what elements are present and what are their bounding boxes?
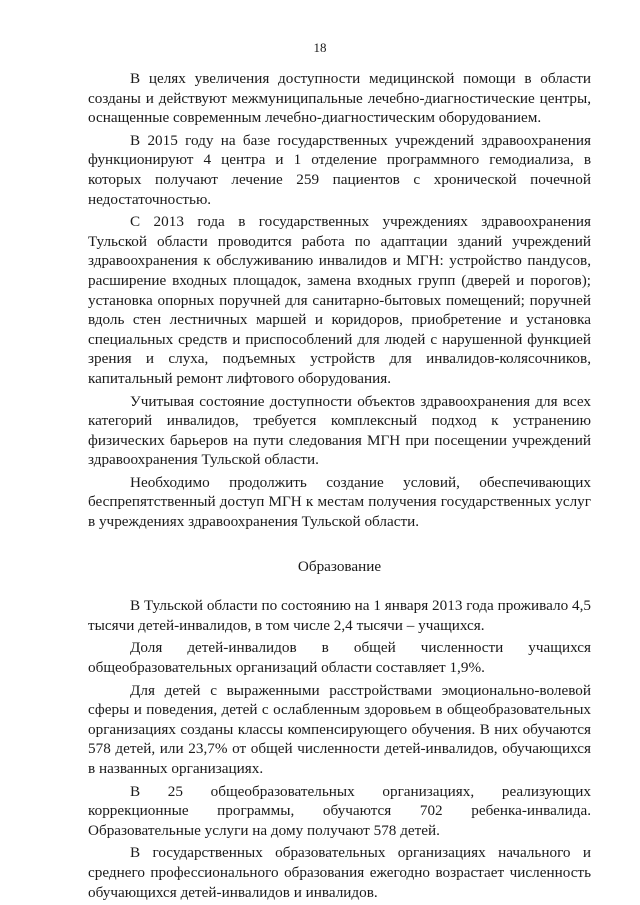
paragraph-hemodialysis: В 2015 году на базе государственных учреждений здравоохранения функционируют 4 центра и 1 отделение программного гемодиализа, в которых получают лечение 259 пациентов с хронической почечной недостаточностью. <box>88 131 591 208</box>
page-content <box>88 69 591 902</box>
paragraph-diagnostic-centers: В целях увеличения доступности медицинской помощи в области созданы и действуют межмуниципальные лечебно-диагностические центры, оснащенные современным лечебно-диагностическим оборудованием. <box>88 70 591 127</box>
paragraph-children-count: В Тульской области по состоянию на 1 января 2013 года проживало 4,5 тысячи детей-инвалидов, в том числе 2,4 тысячи – учащихся. <box>88 597 591 634</box>
paragraph-share-students: Доля детей-инвалидов в общей численности учащихся общеобразовательных организаций области составляет 1,9%. <box>88 639 591 677</box>
paragraph-correctional-programs: В 25 общеобразовательных организациях, реализующих коррекционные программы, обучаются 702 ребенка-инвалида. Образовательные услуги на дому получают 578 детей. <box>88 782 591 839</box>
section-heading-education: Образование <box>297 557 382 575</box>
page-number: 18 <box>313 40 327 55</box>
paragraph-vocational-education: В государственных образовательных организациях начального и среднего профессионального образования ежегодно возрастает численность обучающихся детей-инвалидов и инвалидов. <box>88 844 591 901</box>
paragraph-building-adaptation: С 2013 года в государственных учреждениях здравоохранения Тульской области проводится работа по адаптации зданий учреждений здравоохранения к обслуживанию инвалидов и МГН: устройство пандусов, расширение входных площадок, замена входных групп (дверей и порогов); установка опорных поручней для санитарно-бытовых помещений; поручней вдоль стен лестничных маршей и коридоров, приобретение и установка специальных средств и приспособлений для людей с нарушенной функцией зрения и слуха, подъемных устройств для инвалидов-колясочников, капитальный ремонт лифтового оборудования. <box>88 213 591 387</box>
paragraph-complex-approach: Учитывая состояние доступности объектов здравоохранения для всех категорий инвалидов, требуется комплексный подход к устранению физических барьеров на пути следования МГН при посещении учреждений здравоохранения Тульской области. <box>88 392 591 469</box>
paragraph-compensatory-classes: Для детей с выраженными расстройствами эмоционально-волевой сферы и поведения, детей с ослабленным здоровьем в общеобразовательных организациях созданы классы компенсирующего обучения. В них обучаются 578 детей, или 23,7% от общей численности детей-инвалидов, обучающихся в названных организациях. <box>88 681 591 777</box>
paragraph-continue-conditions: Необходимо продолжить создание условий, обеспечивающих беспрепятственный доступ МГН к местам получения государственных услуг в учреждениях здравоохранения Тульской области. <box>88 473 591 531</box>
